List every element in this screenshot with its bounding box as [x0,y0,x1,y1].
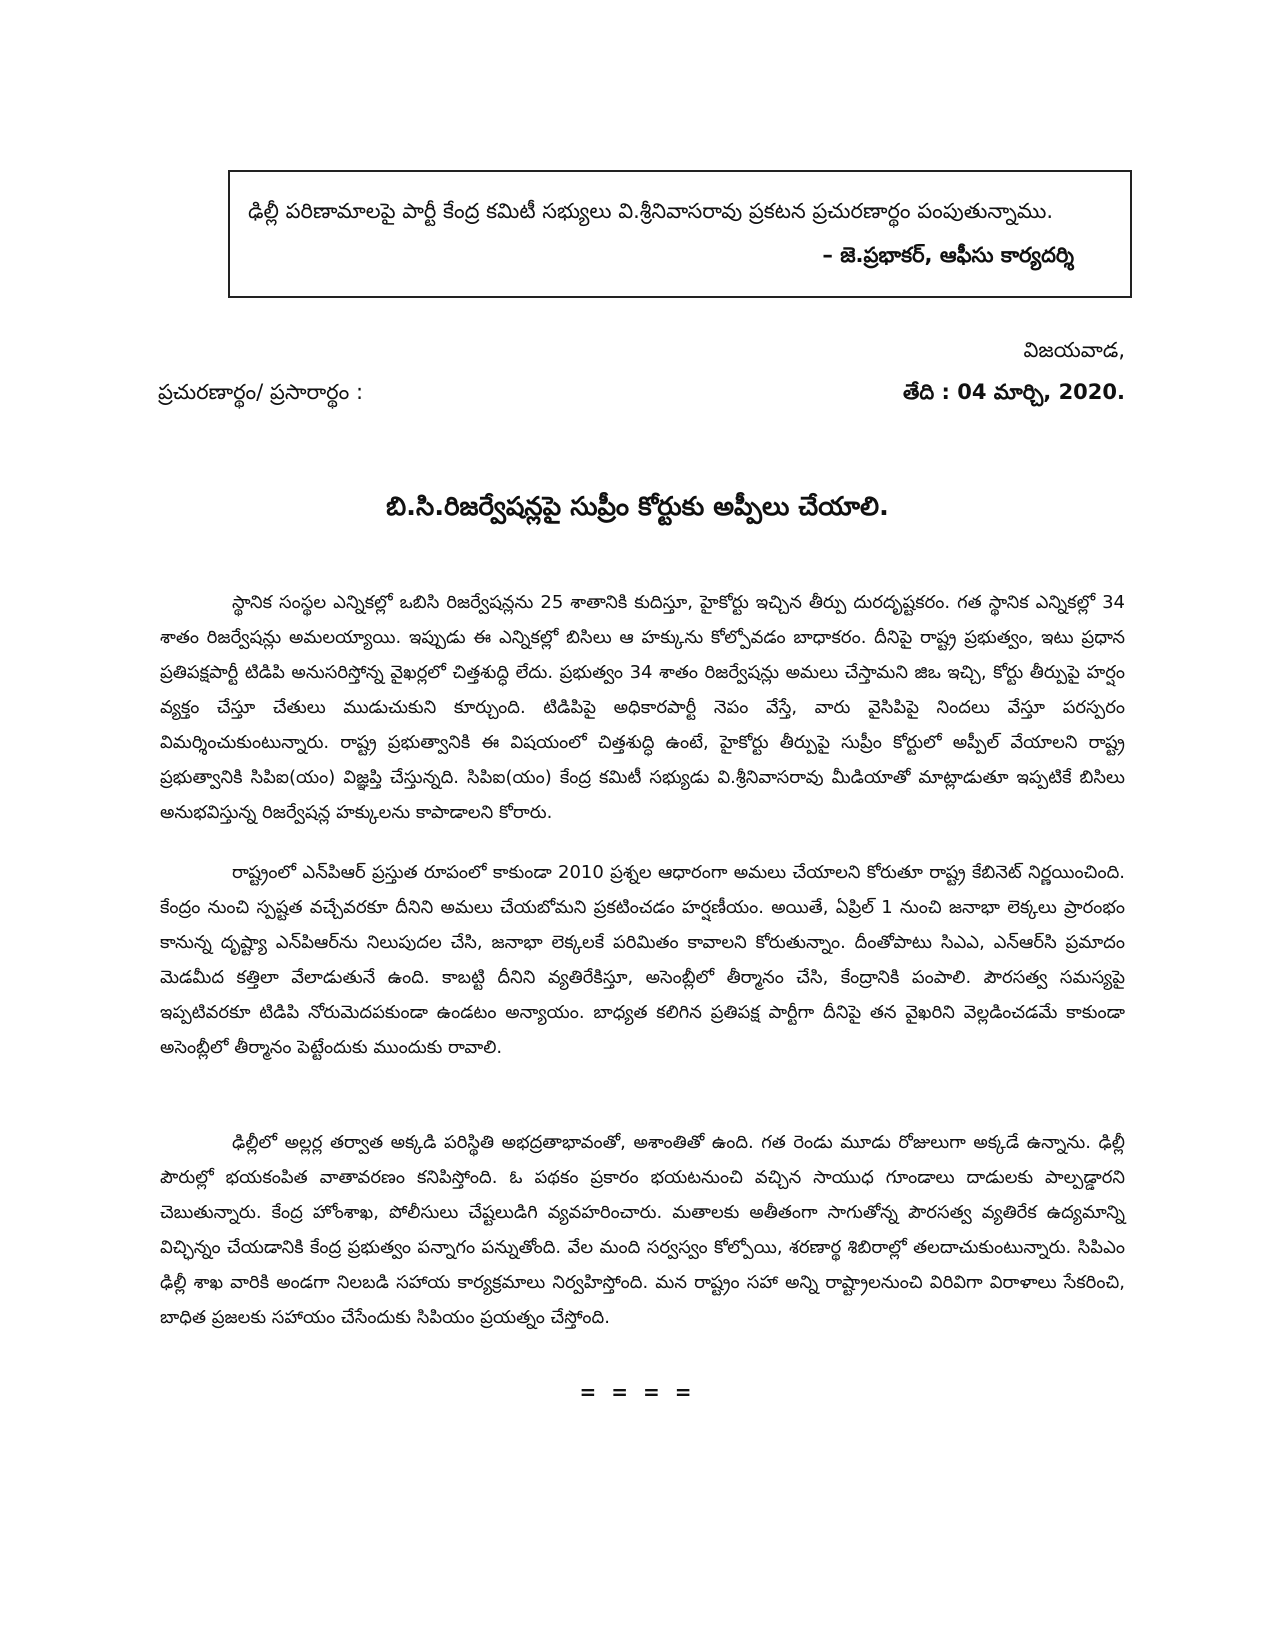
notice-box [228,170,1132,298]
notice-text: ఢిల్లీ పరిణామాలపై పార్టీ కేంద్ర కమిటీ సభ్యులు వి.శ్రీనివాసరావు ప్రకటన ప్రచురణార్థం పంపుతున్నాము. [248,199,1054,223]
place-name: విజయవాడ, [1023,338,1125,362]
release-label: ప్రచురణార్థం/ ప్రసారార్థం : [158,380,364,404]
paragraph-1: స్థానిక సంస్థల ఎన్నికల్లో ఒబిసి రిజర్వేషన్లను 25 శాతానికి కుదిస్తూ, హైకోర్టు ఇచ్చిన తీర్పు దురదృష్టకరం. గత స్థానిక ఎన్నికల్లో 34 శాతం రిజర్వేషన్లు అమలయ్యాయి. ఇప్పుడు ఈ ఎన్నికల్లో బిసిలు ఆ హక్కును కోల్పోవడం బాధాకరం. దీనిపై రాష్ట్ర ప్రభుత్వం, ఇటు ప్రధాన ప్రతిపక్షపార్టీ టిడిపి అనుసరిస్తోన్న వైఖర్లలో చిత్తశుద్ధి లేదు. ప్రభుత్వం 34 శాతం రిజర్వేషన్లు అమలు చేస్తామని జిఒ ఇచ్చి, కోర్టు తీర్పుపై హర్షం వ్యక్తం చేస్తూ చేతులు ముడుచుకుని కూర్చుంది. టిడిపిపై అధికారపార్టీ నెపం వేస్తే, వారు వైసిపిపై నిందలు వేస్తూ పరస్పరం విమర్శించుకుంటున్నారు. రాష్ట్ర ప్రభుత్వానికి ఈ విషయంలో చిత్తశుద్ధి ఉంటే, హైకోర్టు తీర్పుపై సుప్రీం కోర్టులో అప్పీల్ వేయాలని రాష్ట్ర ప్రభుత్వానికి సిపిఐ(యం) విజ్ఞప్తి చేస్తున్నది. సిపిఐ(యం) కేంద్ర కమిటీ సభ్యుడు వి.శ్రీనివాసరావు మీడియాతో మాట్లాడుతూ ఇప్పటికే బిసిలు అనుభవిస్తున్న రిజర్వేషన్ల హక్కులను కాపాడాలని కోరారు. [160,592,1125,823]
paragraph-3: ఢిల్లీలో అల్లర్ల తర్వాత అక్కడి పరిస్థితి అభద్రతాభావంతో, అశాంతితో ఉంది. గత రెండు మూడు రోజులుగా అక్కడే ఉన్నాను. ఢిల్లీ పౌరుల్లో భయకంపిత వాతావరణం కనిపిస్తోంది. ఓ పథకం ప్రకారం భయటనుంచి వచ్చిన సాయుధ గూండాలు దాడులకు పాల్పడ్డారని చెబుతున్నారు. కేంద్ర హోంశాఖ, పోలీసులు చేష్టలుడిగి వ్యవహరించారు. మతాలకు అతీతంగా సాగుతోన్న పౌరసత్వ వ్యతిరేక ఉద్యమాన్ని విచ్ఛిన్నం చేయడానికి కేంద్ర ప్రభుత్వం పన్నాగం పన్నుతోంది. వేల మంది సర్వస్వం కోల్పోయి, శరణార్థ శిబిరాల్లో తలదాచుకుంటున్నారు. సిపిఎం ఢిల్లీ శాఖ వారికి అండగా నిలబడి సహాయ కార్యక్రమాలు నిర్వహిస్తోంది. మన రాష్ట్రం సహా అన్ని రాష్ట్రాలనుంచి విరివిగా విరాళాలు సేకరించి, బాధిత ప్రజలకు సహాయం చేసేందుకు సిపియం ప్రయత్నం చేస్తోంది. [160,1132,1125,1328]
date-line: తేది : 04 మార్చి, 2020. [903,380,1125,404]
notice-signature: – జె.ప్రభాకర్, ఆఫీసు కార్యదర్శి [822,243,1074,267]
paragraph-2: రాష్ట్రంలో ఎన్‌పిఆర్ ప్రస్తుత రూపంలో కాకుండా 2010 ప్రశ్నల ఆధారంగా అమలు చేయాలని కోరుతూ రాష్ట్ర కేబినెట్ నిర్ణయించింది. కేంద్రం నుంచి స్పష్టత వచ్చేవరకూ దీనిని అమలు చేయబోమని ప్రకటించడం హర్షణీయం. అయితే, ఏప్రిల్ 1 నుంచి జనాభా లెక్కలు ప్రారంభం కానున్న దృష్ట్యా ఎన్‌పిఆర్‌ను నిలుపుదల చేసి, జనాభా లెక్కలకే పరిమితం కావాలని కోరుతున్నాం. దీంతోపాటు సిఎఎ, ఎన్‌ఆర్‌సి ప్రమాదం మెడమీద కత్తిలా వేలాడుతునే ఉంది. కాబట్టి దీనిని వ్యతిరేకిస్తూ, అసెంబ్లీలో తీర్మానం చేసి, కేంద్రానికి పంపాలి. పౌరసత్వ సమస్యపై ఇప్పటివరకూ టిడిపి నోరుమెదపకుండా ఉండటం అన్యాయం. బాధ్యత కలిగిన ప్రతిపక్ష పార్టీగా దీనిపై తన వైఖరిని వెల్లడించడమే కాకుండా అసెంబ్లీలో తీర్మానం పెట్టేందుకు ముందుకు రావాలి. [160,862,1125,1058]
end-mark: = = = = [579,1380,696,1404]
headline: బి.సి.రిజర్వేషన్లపై సుప్రీం కోర్టుకు అప్పీలు చేయాలి. [386,492,889,522]
